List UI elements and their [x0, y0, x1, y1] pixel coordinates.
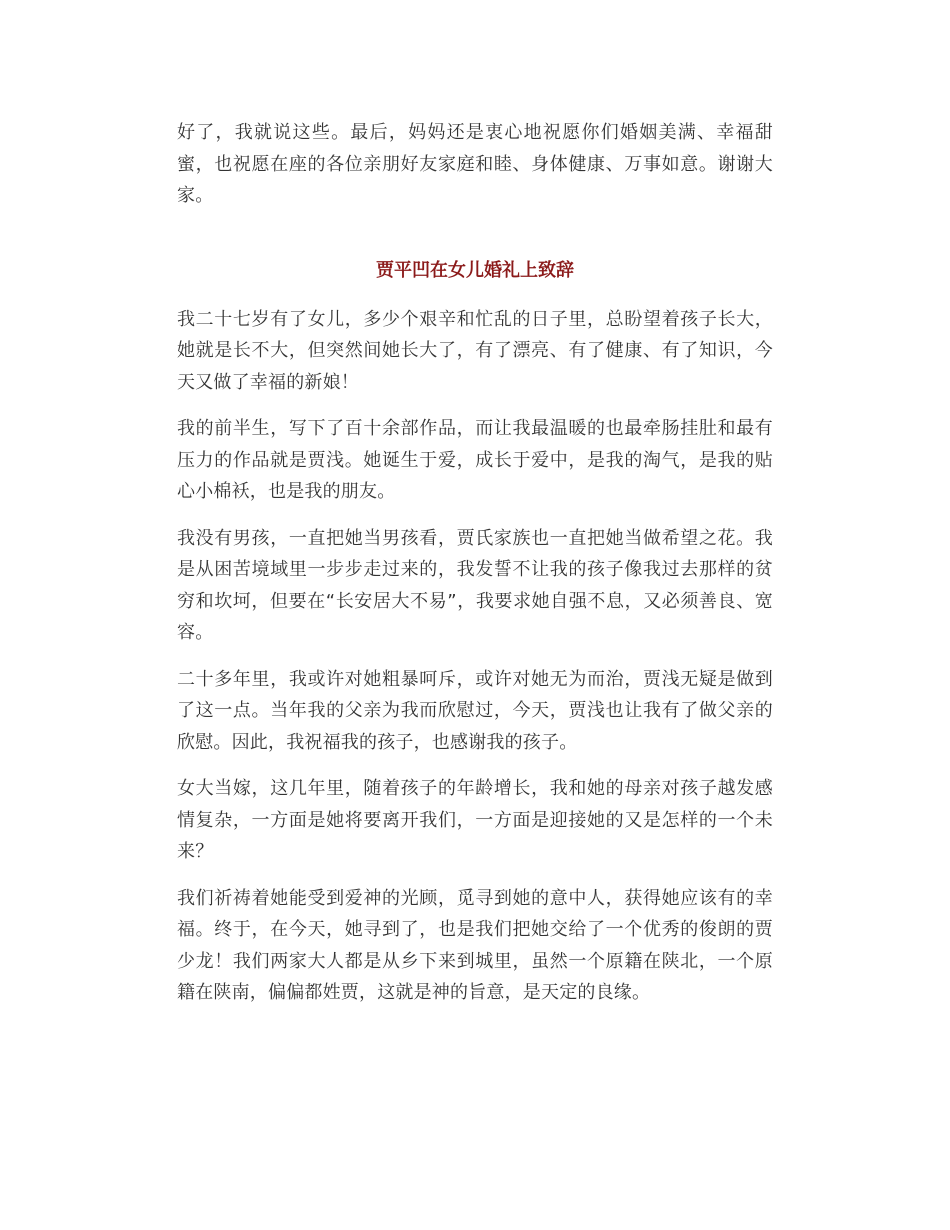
article-paragraph: 我二十七岁有了女儿，多少个艰辛和忙乱的日子里，总盼望着孩子长大，她就是长不大，但突然间她长大了，有了漂亮、有了健康、有了知识，今天又做了幸福的新娘！: [177, 308, 773, 393]
article-paragraph: 我的前半生，写下了百十余部作品，而让我最温暖的也最牵肠挂肚和最有压力的作品就是贾浅。她诞生于爱，成长于爱中，是我的淘气，是我的贴心小棉袄，也是我的朋友。: [177, 418, 773, 502]
intro-paragraph: 好了，我就说这些。最后，妈妈还是衷心地祝愿你们婚姻美满、幸福甜蜜，也祝愿在座的各位亲朋好友家庭和睦、身体健康、万事如意。谢谢大家。: [177, 122, 773, 206]
article-paragraph: 女大当嫁，这几年里，随着孩子的年龄增长，我和她的母亲对孩子越发感情复杂，一方面是她将要离开我们，一方面是迎接她的又是怎样的一个未来？: [177, 778, 773, 862]
article-paragraph: 我没有男孩，一直把她当男孩看，贾氏家族也一直把她当做希望之花。我是从困苦境域里一步步走过来的，我发誓不让我的孩子像我过去那样的贫穷和坎坷，但要在“长安居大不易”，我要求她自强不息，又必须善良、宽容。: [177, 527, 773, 643]
document-page: [177, 117, 773, 1024]
article-paragraph: 我们祈祷着她能受到爱神的光顾，觅寻到她的意中人，获得她应该有的幸福。终于，在今天，她寻到了，也是我们把她交给了一个优秀的俊朗的贾少龙！我们两家大人都是从乡下来到城里，虽然一个原籍在陕北，一个原籍在陕南，偏偏都姓贾，这就是神的旨意，是天定的良缘。: [177, 887, 773, 1003]
article-title: 贾平凹在女儿婚礼上致辞: [376, 259, 574, 281]
article-paragraph: 二十多年里，我或许对她粗暴呵斥，或许对她无为而治，贾浅无疑是做到了这一点。当年我的父亲为我而欣慰过，今天，贾浅也让我有了做父亲的欣慰。因此，我祝福我的孩子，也感谢我的孩子。: [177, 668, 773, 753]
